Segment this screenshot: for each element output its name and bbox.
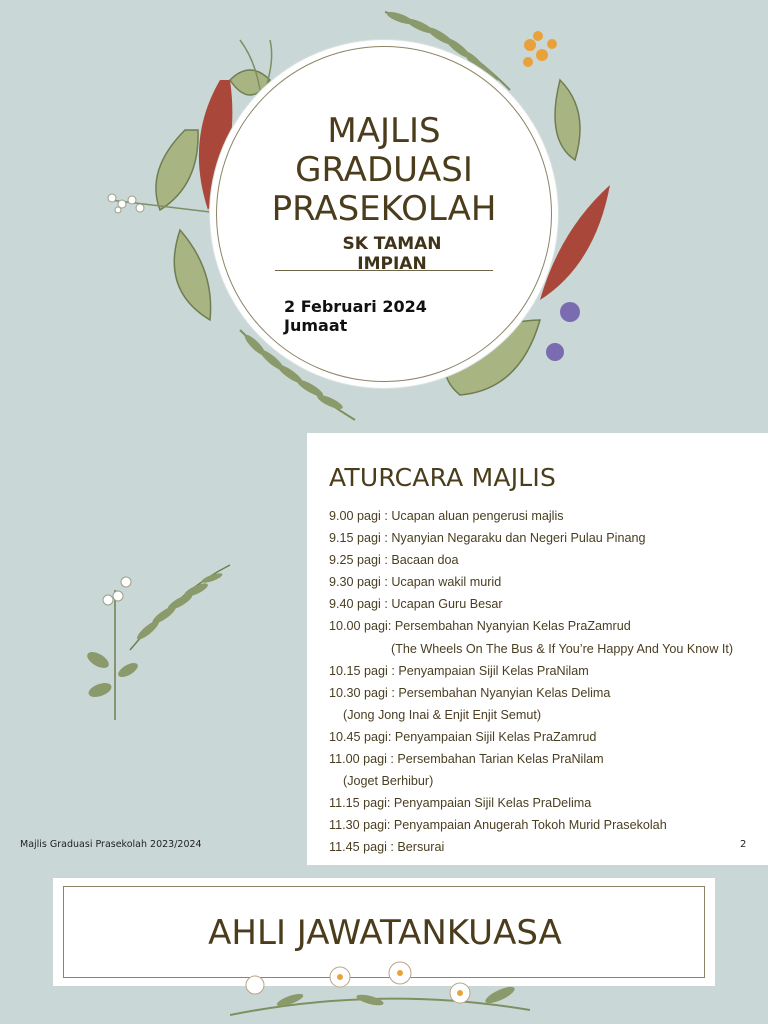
- committee-heading: AHLI JAWATANKUASA: [208, 913, 562, 953]
- list-item: 10.00 pagi: Persembahan Nyanyian Kelas PraZamrud: [329, 619, 631, 634]
- list-item: 10.45 pagi: Penyampaian Sijil Kelas PraZamrud: [329, 729, 597, 744]
- school-name-line-2: IMPIAN: [357, 254, 427, 274]
- event-title-line-1: MAJLIS: [327, 111, 441, 151]
- list-item: 9.40 pagi : Ucapan Guru Besar: [329, 597, 503, 612]
- event-day-line: Jumaat: [284, 316, 348, 335]
- event-title: [234, 112, 534, 229]
- event-date-line: 2 Februari 2024: [284, 297, 427, 316]
- programme-panel: [307, 433, 768, 865]
- list-item: 9.15 pagi : Nyanyian Negaraku dan Negeri Pulau Pinang: [329, 531, 646, 546]
- list-item: 11.45 pagi : Bersurai: [329, 840, 445, 855]
- event-date: [284, 297, 504, 335]
- list-item: (The Wheels On The Bus & If You’re Happy And You Know It): [391, 641, 734, 656]
- list-item: 9.30 pagi : Ucapan wakil murid: [329, 575, 502, 590]
- school-name-line-1: SK TAMAN: [342, 234, 442, 254]
- list-item: 9.25 pagi : Bacaan doa: [329, 553, 459, 568]
- fern-sprig-icon: [60, 560, 240, 725]
- list-item: 9.00 pagi : Ucapan aluan pengerusi majlis: [329, 509, 564, 523]
- list-item: 11.00 pagi : Persembahan Tarian Kelas PraNilam: [329, 752, 604, 767]
- title-divider: [275, 270, 493, 271]
- slide-footer: Majlis Graduasi Prasekolah 2023/2024: [20, 839, 202, 850]
- list-item: 10.30 pagi : Persembahan Nyanyian Kelas Delima: [329, 685, 611, 700]
- event-title-line-3: PRASEKOLAH: [271, 189, 497, 229]
- programme-list: [329, 505, 759, 859]
- flower-border-icon: [230, 955, 530, 1024]
- list-item: 11.30 pagi: Penyampaian Anugerah Tokoh Murid Prasekolah: [329, 818, 667, 833]
- event-title-line-2: GRADUASI: [295, 150, 473, 190]
- page-number: 2: [740, 839, 747, 850]
- list-item: 10.15 pagi : Penyampaian Sijil Kelas PraNilam: [329, 663, 589, 678]
- programme-heading: ATURCARA MAJLIS: [329, 463, 557, 492]
- list-item: (Jong Jong Inai & Enjit Enjit Semut): [343, 707, 542, 722]
- list-item: 11.15 pagi: Penyampaian Sijil Kelas PraDelima: [329, 796, 592, 811]
- list-item: (Joget Berhibur): [343, 774, 434, 789]
- school-name: [292, 234, 492, 274]
